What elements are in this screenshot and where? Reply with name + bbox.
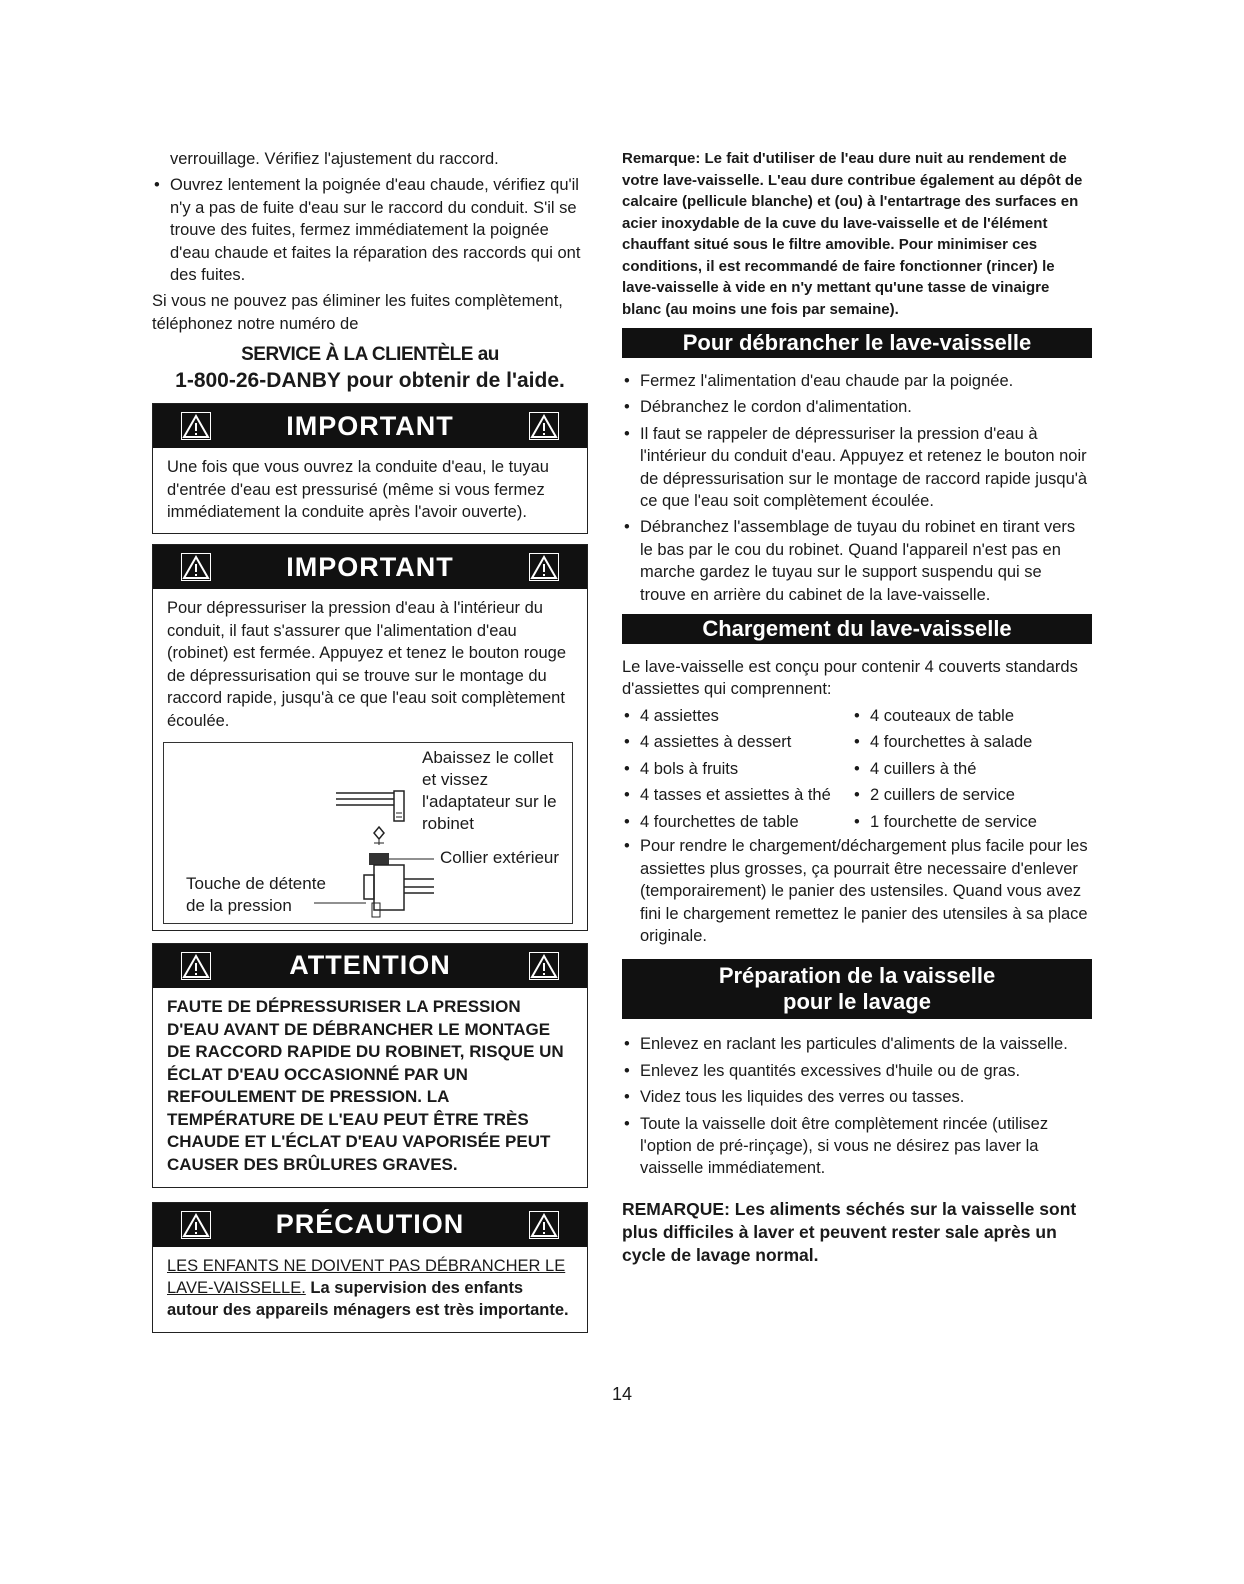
remarque-note: REMARQUE: Les aliments séchés sur la vaisselle sont plus difficiles à laver et peuvent rester sale après un cycle de lavage normal. [622, 1198, 1077, 1265]
list-item: • Ouvrez lentement la poignée d'eau chaude, vérifiez qu'il n'y a pas de fuite d'eau sur le raccord du conduit. S'il se trouve des fuites, fermez immédiatement la poignée d'eau chaude et faites la réparation des raccords qui ont des fuites. [152, 174, 588, 286]
list-item: • 4 couteaux de table [852, 703, 1082, 730]
service-callout [152, 343, 588, 395]
intro-line: verrouillage. Vérifiez l'ajustement du raccord. [170, 150, 499, 168]
banner-title: PRÉCAUTION [275, 1209, 465, 1240]
box-body: Pour dépressuriser la pression d'eau à l'intérieur du conduit, il faut s'assurer que l'alimentation d'eau (robinet) est fermée. Appuyez et tenez le bouton rouge de dépressurisation qui se trouve sur le montage du raccord rapide, jusqu'à ce que l'eau soit complètement écoulée. [167, 599, 566, 730]
banner-title: IMPORTANT [286, 410, 454, 441]
section-title-line2: pour le lavage [783, 989, 931, 1015]
list-item: • Il faut se rappeler de dépressuriser la pression d'eau à l'intérieur du conduit d'eau. Appuyez et retenez le bouton noir de dépressurisation sur le montage de raccord rapide jusqu'à ce que l'eau soit complètement écoulée. [622, 423, 1092, 513]
list-item: • Videz tous les liquides des verres ou tasses. [622, 1086, 1092, 1108]
list-item: • Débranchez l'assemblage de tuyau du robinet en tirant vers le bas par le cou du robinet. Quand l'appareil n'est pas en marche gardez le tuyau sur le support suspendu qui se trouve en arrière du cabinet de la lave-vaisselle. [622, 516, 1092, 606]
banner-title: ATTENTION [289, 950, 451, 981]
list-item: • 4 assiettes [622, 703, 852, 730]
service-line1: SERVICE À LA CLIENTÈLE au [241, 344, 499, 366]
precaution-underlined: LES ENFANTS NE DOIVENT PAS DÉBRANCHER LE LAVE-VAISSELLE. [167, 1256, 566, 1298]
list-item: • 4 tasses et assiettes à thé [622, 782, 852, 809]
faucet-figure [163, 742, 573, 924]
hard-water-note-2: lave-vaisselle à vide en n'y mettant qu'une tasse de vinaigre blanc (au moins une fois par semaine). [622, 279, 1050, 318]
precaution-box [152, 1202, 588, 1333]
precaution-banner [153, 1203, 587, 1247]
page-number: 14 [611, 1384, 633, 1404]
list-item: • Débranchez le cordon d'alimentation. [622, 396, 1092, 418]
list-item: • Toute la vaisselle doit être complètement rincée (utilisez l'option de pré-rinçage), si vous ne désirez pas laver la vaisselle immédiatement. [622, 1113, 1092, 1180]
list-item: • 4 assiettes à dessert [622, 729, 852, 756]
attention-banner [153, 944, 587, 988]
list-item: • 4 fourchettes de table [622, 809, 852, 836]
warning-triangle-icon [529, 412, 559, 440]
faucet-diagram-icon [314, 783, 444, 918]
important-box-1 [152, 403, 588, 534]
list-item: • 4 fourchettes à salade [852, 729, 1082, 756]
banner-title: IMPORTANT [286, 551, 454, 582]
preparation-list [622, 1033, 1092, 1179]
list-item: • 2 cuillers de service [852, 782, 1082, 809]
box-body: FAUTE DE DÉPRESSURISER LA PRESSION D'EAU AVANT DE DÉBRANCHER LE MONTAGE DE RACCORD RAPIDE DU ROBINET, RISQUE UN ÉCLAT D'EAU OCCASIONNÉ PAR UN REFOULEMENT DE PRESSION. LA TEMPÉRATURE DE L'EAU PEUT ÊTRE TRÈS CHAUDE ET L'ÉCLAT D'EAU VAPORISÉE PEUT CAUSER DES BRÛLURES GRAVES. [167, 996, 564, 1175]
right-column [622, 148, 1092, 1267]
section-header-loading: Chargement du lave-vaisselle [622, 614, 1092, 644]
section-header-preparation [622, 959, 1092, 1019]
warning-triangle-icon [529, 1211, 559, 1239]
list-item: • 4 cuillers à thé [852, 756, 1082, 783]
left-bullets [152, 174, 588, 286]
list-item: • Enlevez les quantités excessives d'huile ou de gras. [622, 1060, 1092, 1082]
warning-triangle-icon [181, 553, 211, 581]
warning-triangle-icon [181, 412, 211, 440]
box-body: Une fois que vous ouvrez la conduite d'eau, le tuyau d'entrée d'eau est pressurisé (même si vous fermez immédiatement la conduite après l'avoir ouverte). [167, 458, 549, 522]
list-item: • Enlevez en raclant les particules d'aliments de la vaisselle. [622, 1033, 1092, 1055]
service-line2: 1-800-26-DANBY pour obtenir de l'aide. [175, 369, 565, 393]
box-body [153, 1247, 587, 1332]
section-title-line1: Préparation de la vaisselle [718, 963, 996, 989]
disconnect-list [622, 370, 1092, 606]
list-item: • 4 bols à fruits [622, 756, 852, 783]
loading-list [622, 835, 1092, 947]
warning-triangle-icon [529, 952, 559, 980]
list-item: • Fermez l'alimentation d'eau chaude par la poignée. [622, 370, 1092, 392]
left-column [152, 148, 588, 1333]
figure-label-touche: Touche de détente de la pression [186, 873, 326, 915]
section-header-disconnect: Pour débrancher le lave-vaisselle [622, 328, 1092, 358]
loading-intro: Le lave-vaisselle est conçu pour contenir 4 couverts standards d'assiettes qui comprennent: [622, 658, 1078, 699]
hard-water-note: Remarque: Le fait d'utiliser de l'eau dure nuit au rendement de votre lave-vaisselle. L'eau dure contribue également au dépôt de calcaire (pellicule blanche) et (ou) à l'entartrage des surfaces en acier inoxydable de la cuve du lave-vaisselle et de l'élément chauffant situé sous le filtre amovible. Pour minimiser ces conditions, il est recommandé de faire fonctionner (rincer) le [622, 150, 1083, 275]
attention-box [152, 943, 588, 1188]
leak-text: Si vous ne pouvez pas éliminer les fuites complètement, téléphonez notre numéro de [152, 292, 563, 333]
important-banner-1 [153, 404, 587, 448]
list-item: • Pour rendre le chargement/déchargement plus facile pour les assiettes plus grosses, ça pourrait être necessaire d'enlever (temporairement) le panier des ustensiles. Quand vous avez fini le chargement remettez le panier des utensiles à sa place originale. [622, 835, 1092, 947]
figure-label-collier: Collier extérieur [440, 847, 560, 867]
warning-triangle-icon [181, 952, 211, 980]
figure-label-collet: Abaissez le collet et vissez l'adaptateur sur le robinet [422, 747, 557, 833]
precaution-rest: La supervision des enfants autour des appareils ménagers est très importante. [167, 1279, 569, 1320]
important-banner-2 [153, 545, 587, 589]
important-box-2 [152, 544, 588, 930]
warning-triangle-icon [529, 553, 559, 581]
place-setting-grid [622, 703, 1092, 836]
warning-triangle-icon [181, 1211, 211, 1239]
list-item: • 1 fourchette de service [852, 809, 1082, 836]
